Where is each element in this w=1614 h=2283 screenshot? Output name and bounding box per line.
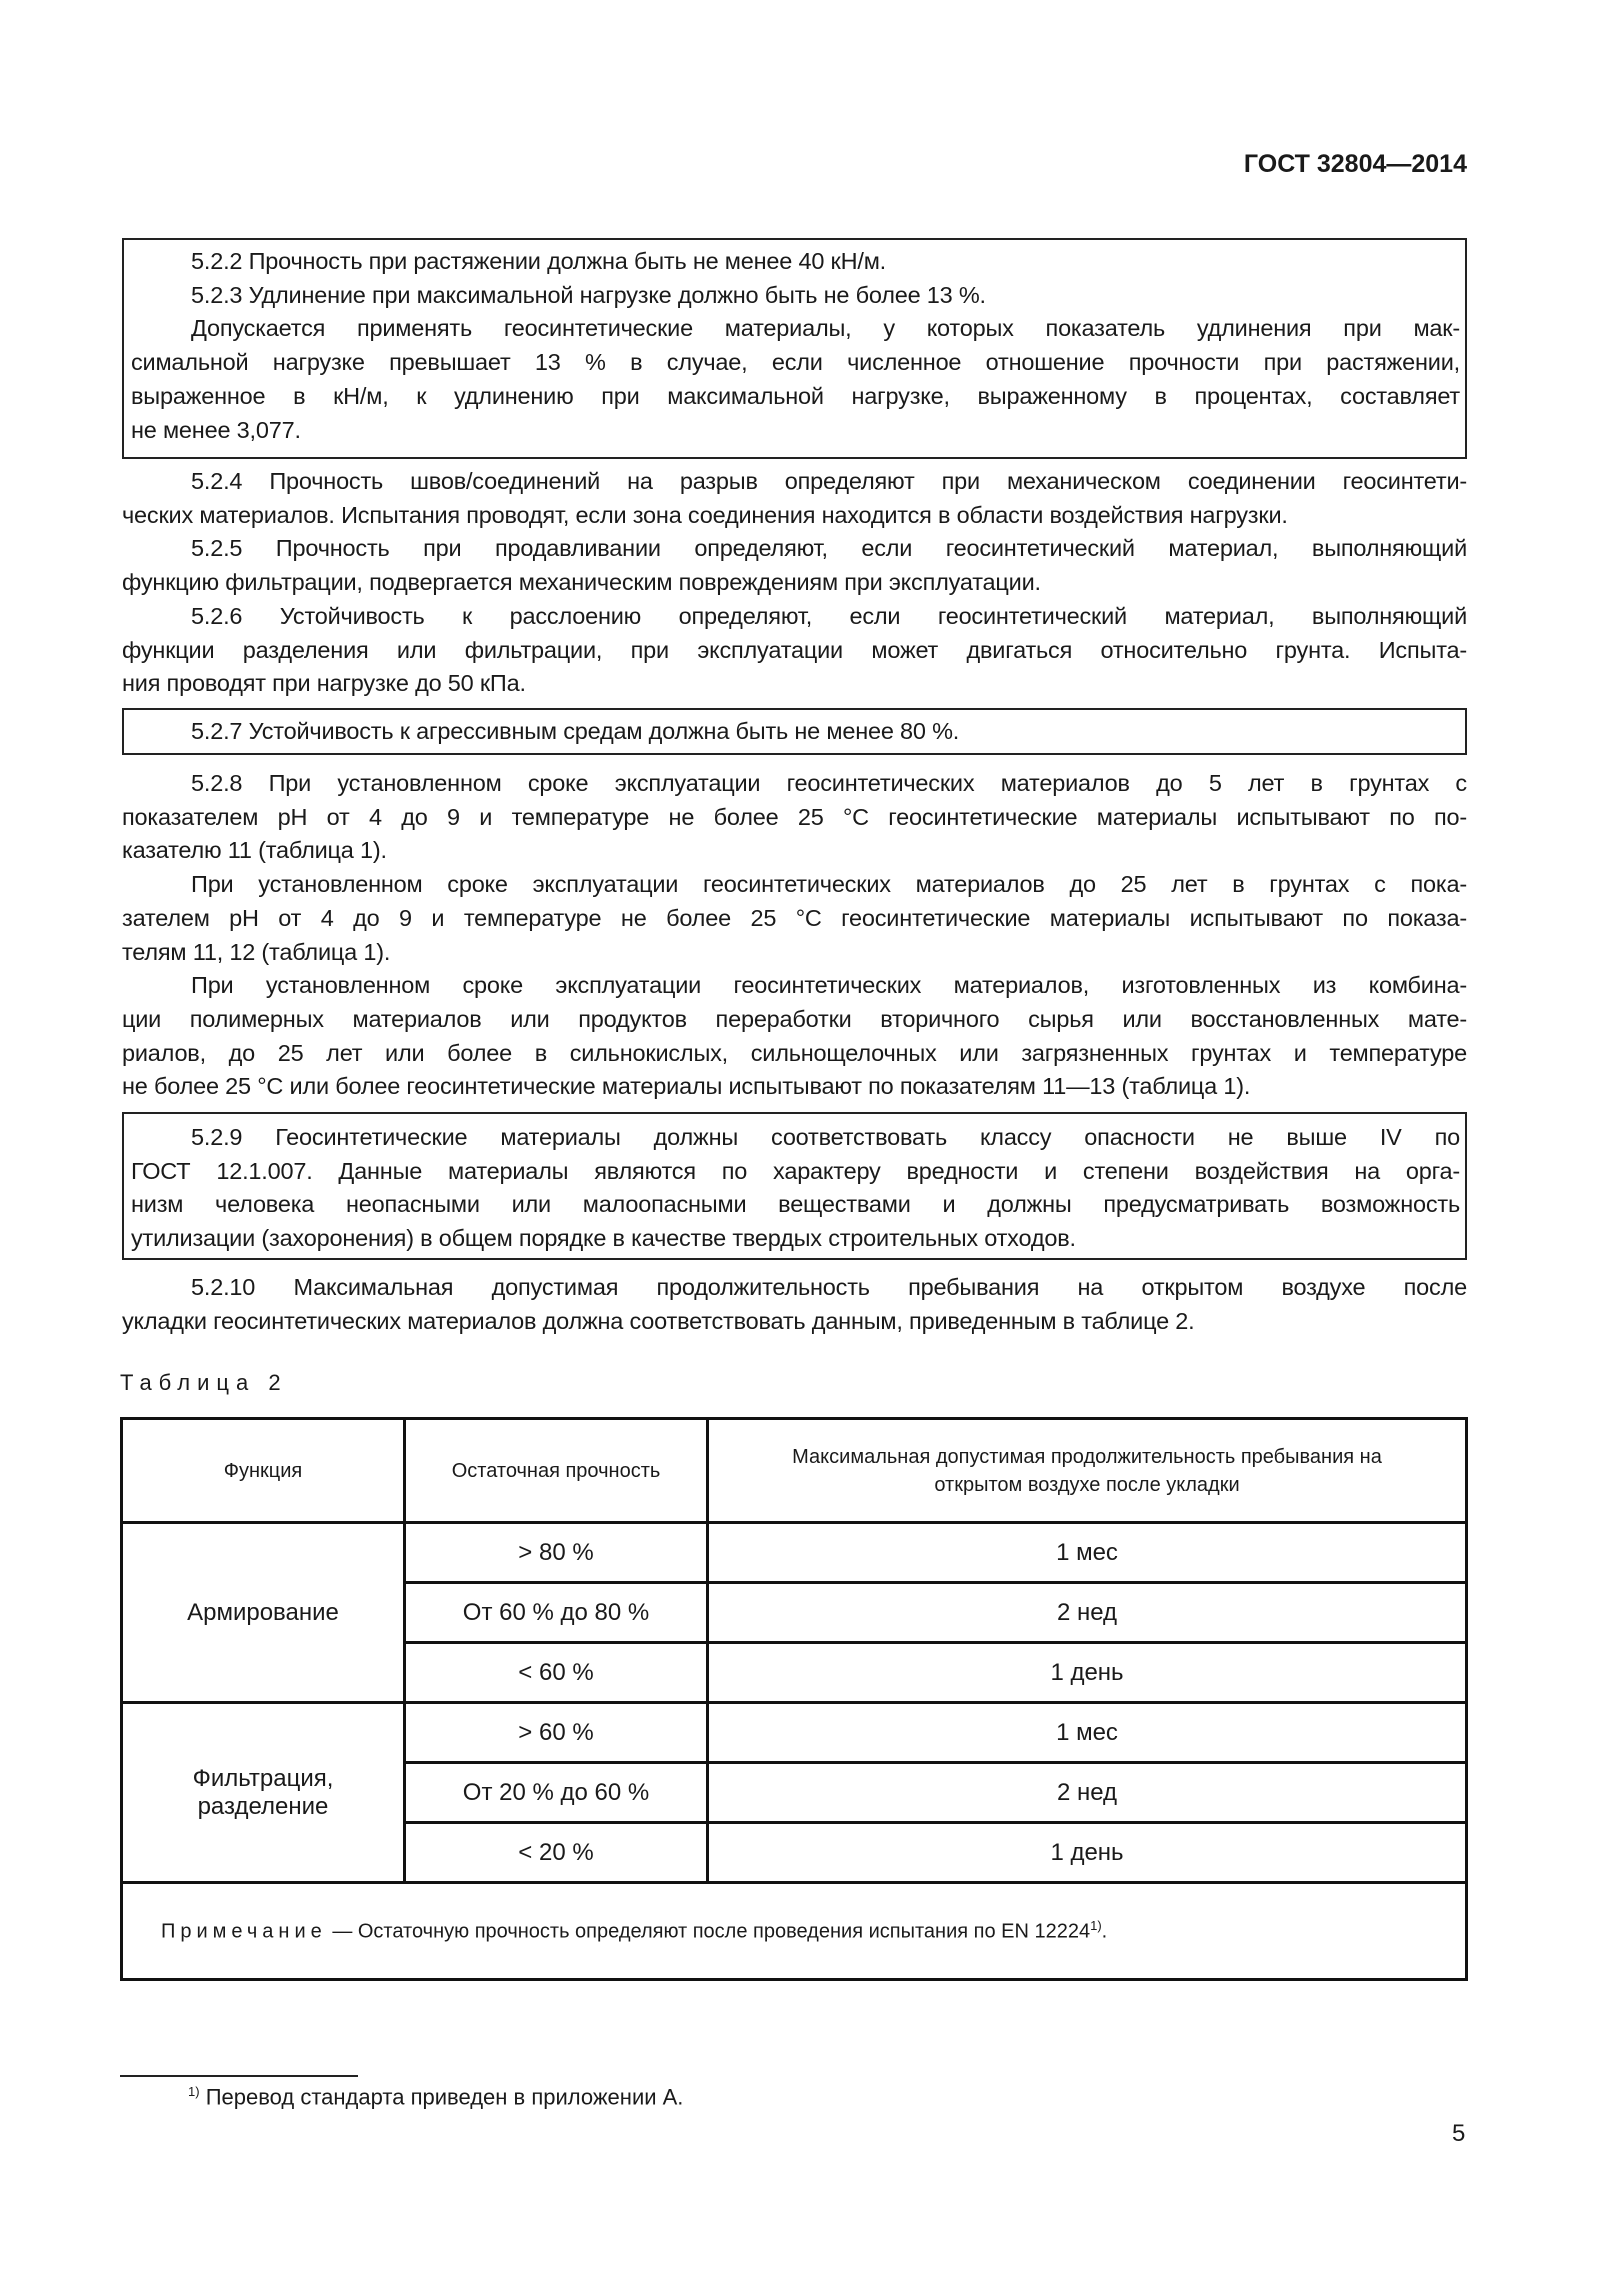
paragraph-line: выраженное в кН/м, к удлинению при максимальной нагрузке, выраженному в процентах, составляет	[131, 382, 1460, 409]
paragraph-line: функцию фильтрации, подвергается механическим повреждениям при эксплуатации.	[122, 569, 1041, 596]
paragraph-first-line: При установленном сроке эксплуатации геосинтетических материалов до 25 лет в грунтах с пока-	[191, 871, 1467, 898]
paragraph-first-line: 5.2.4 Прочность швов/соединений на разрыв определяют при механическом соединении геосинтети-	[191, 468, 1467, 494]
paragraph-line: симальной нагрузке превышает 13 % в случае, если численное отношение прочности при растяжении,	[131, 349, 1460, 376]
table-note-row	[122, 1883, 1467, 1980]
footnote-text: Перевод стандарта приведен в приложении А.	[205, 2084, 684, 2110]
function-text: Фильтрация, разделение	[192, 1764, 334, 1820]
duration-cell: 2 нед	[708, 1583, 1467, 1643]
paragraph-line: ния проводят при нагрузке до 50 кПа.	[122, 670, 526, 697]
paragraph-first-line: 5.2.9 Геосинтетические материалы должны соответствовать классу опасности не выше IV по	[191, 1124, 1460, 1150]
header-duration	[708, 1419, 1467, 1523]
paragraph-first-line: 5.2.2 Прочность при растяжении должна быть не менее 40 кН/м.	[191, 248, 887, 274]
duration-cell: 1 день	[708, 1823, 1467, 1883]
paragraph-first-line: 5.2.7 Устойчивость к агрессивным средам должна быть не менее 80 %.	[191, 718, 960, 744]
strength-cell: > 80 %	[405, 1523, 708, 1583]
document-header: ГОСТ 32804—2014	[1243, 150, 1467, 178]
paragraph-line: функции разделения или фильтрации, при эксплуатации может двигаться относительно грунта. Испыта-	[122, 636, 1467, 663]
duration-cell: 1 день	[708, 1643, 1467, 1703]
paragraph-line: зателем pH от 4 до 9 и температуре не более 25 °С геосинтетические материалы испытывают по показа-	[122, 904, 1467, 931]
paragraph-line: ческих материалов. Испытания проводят, если зона соединения находится в области воздействия нагрузки.	[122, 501, 1288, 528]
paragraph-line: телям 11, 12 (таблица 1).	[122, 938, 391, 965]
paragraph-first-line: 5.2.10 Максимальная допустимая продолжительность пребывания на открытом воздухе после	[191, 1274, 1467, 1300]
note-text: — Остаточную прочность определяют после проведения испытания по EN 12224	[326, 1920, 1091, 1943]
duration-cell: 2 нед	[708, 1763, 1467, 1823]
note-label: Примечание	[161, 1920, 327, 1943]
table-2	[120, 1417, 1468, 1981]
paragraph-first-line: Допускается применять геосинтетические материалы, у которых показатель удлинения при мак-	[191, 315, 1460, 342]
function-cell: Армирование	[122, 1523, 405, 1703]
duration-cell: 1 мес	[708, 1703, 1467, 1763]
header-duration-text: Максимальная допустимая продолжительность пребывания на открытом воздухе после укладки	[792, 1445, 1382, 1496]
strength-cell: < 20 %	[405, 1823, 708, 1883]
paragraph-line: низм человека неопасными или малоопасными веществами и должны предусматривать возможность	[131, 1191, 1460, 1218]
table-caption: Таблица 2	[120, 1370, 288, 1395]
table-row	[122, 1703, 1467, 1763]
page-number: 5	[1452, 2120, 1466, 2147]
table-row	[122, 1523, 1467, 1583]
header-strength: Остаточная прочность	[405, 1419, 708, 1523]
paragraph-line: ГОСТ 12.1.007. Данные материалы являются по характеру вредности и степени воздействия на орга-	[131, 1157, 1460, 1184]
paragraph-first-line: 5.2.5 Прочность при продавливании определяют, если геосинтетический материал, выполняющий	[191, 535, 1467, 562]
table-header-row	[122, 1419, 1467, 1523]
paragraph-line: казателю 11 (таблица 1).	[122, 837, 387, 864]
note-end: .	[1101, 1920, 1108, 1943]
paragraph-first-line: 5.2.8 При установленном сроке эксплуатации геосинтетических материалов до 5 лет в грунтах с	[191, 770, 1467, 796]
paragraph-first-line: 5.2.6 Устойчивость к расслоению определяют, если геосинтетический материал, выполняющий	[191, 602, 1467, 629]
strength-cell: От 60 % до 80 %	[405, 1583, 708, 1643]
header-function: Функция	[122, 1419, 405, 1523]
duration-cell: 1 мес	[708, 1523, 1467, 1583]
footnote	[188, 2084, 683, 2110]
paragraph-line: риалов, до 25 лет или более в сильнокислых, сильнощелочных или загрязненных грунтах и температуре	[122, 1039, 1467, 1066]
table-note	[122, 1883, 1467, 1980]
function-cell	[122, 1703, 405, 1883]
note-footnote-mark: 1)	[1090, 1918, 1102, 1934]
paragraph-first-line: 5.2.3 Удлинение при максимальной нагрузке должно быть не более 13 %.	[191, 281, 986, 308]
paragraph-line: утилизации (захоронения) в общем порядке в качестве твердых строительных отходов.	[131, 1225, 1076, 1252]
paragraph-line: показателем pH от 4 до 9 и температуре не более 25 °С геосинтетические материалы испытывают по по-	[122, 803, 1467, 830]
footnote-divider	[120, 2075, 358, 2077]
paragraph-line: ции полимерных материалов или продуктов переработки вторичного сырья или восстановленных мате-	[122, 1005, 1467, 1032]
strength-cell: От 20 % до 60 %	[405, 1763, 708, 1823]
paragraph-first-line: При установленном сроке эксплуатации геосинтетических материалов, изготовленных из комбина-	[191, 972, 1467, 999]
strength-cell: < 60 %	[405, 1643, 708, 1703]
strength-cell: > 60 %	[405, 1703, 708, 1763]
paragraph-line: не менее 3,077.	[131, 416, 301, 443]
paragraph-line: укладки геосинтетических материалов должна соответствовать данным, приведенным в таблице 2.	[122, 1307, 1195, 1334]
paragraph-line: не более 25 °С или более геосинтетические материалы испытывают по показателям 11—13 (таблица 1).	[122, 1073, 1251, 1100]
footnote-mark: 1)	[188, 2084, 200, 2099]
